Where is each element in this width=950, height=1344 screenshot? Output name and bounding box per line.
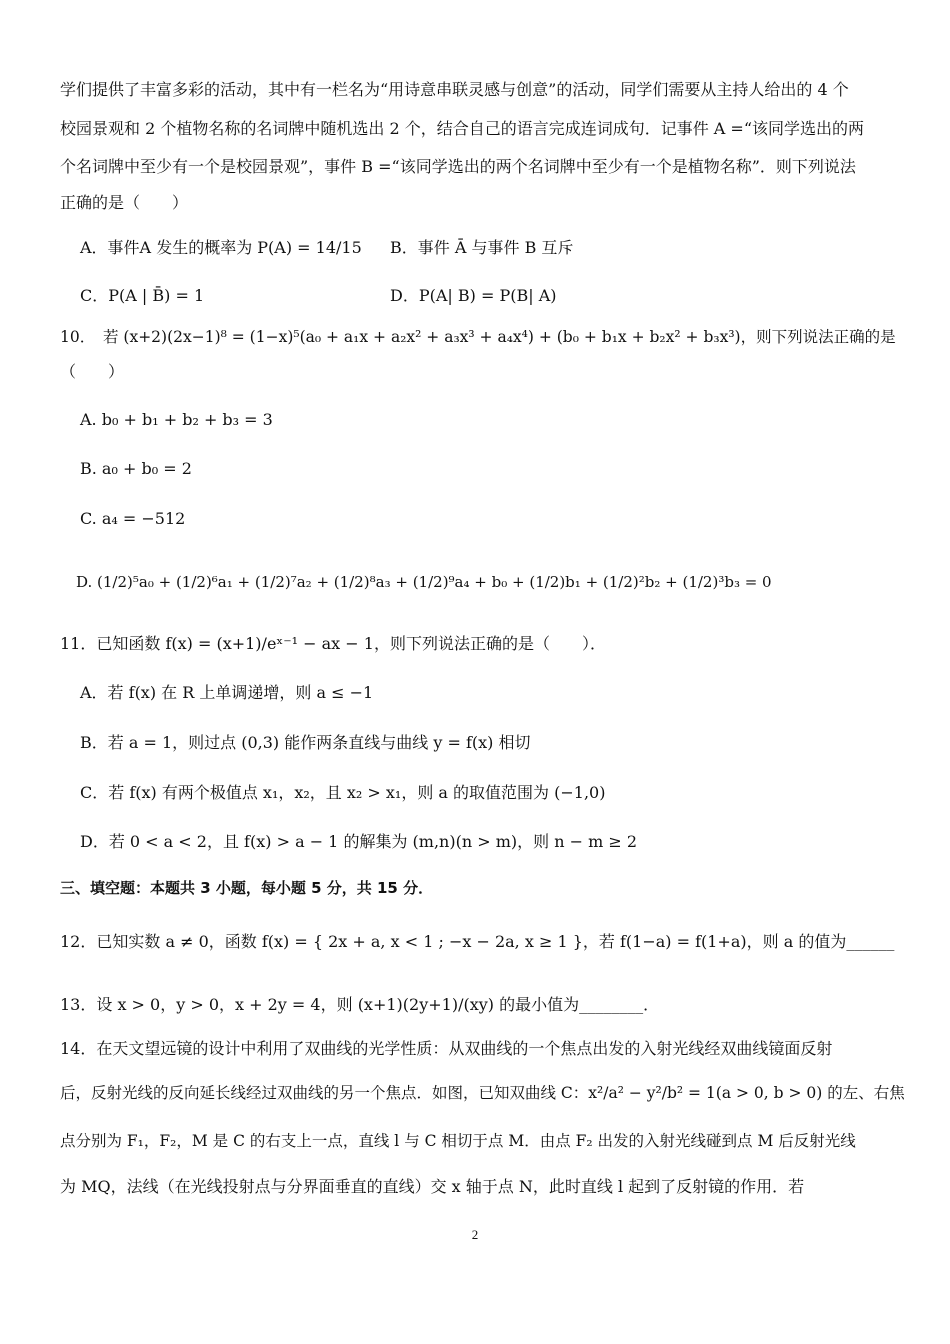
page-number: 2 — [471, 1227, 479, 1242]
q10-stem-bracket: （ ） — [60, 362, 125, 381]
q10-option-d: D. (1/2)⁵a₀ + (1/2)⁶a₁ + (1/2)⁷a₂ + (1/2)⁸a₃ + (1/2)⁹a₄ + b₀ + (1/2)b₁ + (1/2)²b₂ + (1/2)³b₃ = 0 — [76, 573, 772, 591]
q10-option-c: C. a₄ = −512 — [80, 509, 186, 528]
q14-line-4: 为 MQ，法线（在光线投射点与分界面垂直的直线）交 x 轴于点 N，此时直线 l 起到了反射镜的作用．若 — [60, 1177, 805, 1196]
q10-option-a: A. b₀ + b₁ + b₂ + b₃ = 3 — [80, 410, 273, 429]
q9-line-2: 校园景观和 2 个植物名称的名词牌中随机选出 2 个，结合自己的语言完成连词成句．记事件 A =“该同学选出的两 — [60, 119, 865, 138]
q11-stem: 11．已知函数 f(x) = (x+1)/eˣ⁻¹ − ax − 1，则下列说法正确的是（ ）． — [60, 634, 606, 653]
q10-option-b: B. a₀ + b₀ = 2 — [80, 459, 192, 478]
q13: 13．设 x > 0，y > 0，x + 2y = 4，则 (x+1)(2y+1)/(xy) 的最小值为________． — [60, 995, 660, 1014]
q11-option-b: B．若 a = 1，则过点 (0,3) 能作两条直线与曲线 y = f(x) 相切 — [80, 733, 531, 752]
q9-line-1: 学们提供了丰富多彩的活动，其中有一栏名为“用诗意串联灵感与创意”的活动，同学们需要从主持人给出的 4 个 — [60, 80, 849, 99]
q9-line-3: 个名词牌中至少有一个是校园景观”，事件 B =“该同学选出的两个名词牌中至少有一个是植物名称”．则下列说法 — [60, 157, 856, 176]
q11-option-d: D．若 0 < a < 2，且 f(x) > a − 1 的解集为 (m,n)(n > m)，则 n − m ≥ 2 — [80, 832, 638, 851]
section-3-heading: 三、填空题：本题共 3 小题，每小题 5 分，共 15 分． — [60, 879, 434, 897]
q9-option-d: D．P(A| B) = P(B| A) — [390, 286, 557, 305]
q10-stem: 10． 若 (x+2)(2x−1)⁸ = (1−x)⁵(a₀ + a₁x + a₂x² + a₃x³ + a₄x⁴) + (b₀ + b₁x + b₂x² + b₃x³)，则下列说法正确的是 — [60, 328, 896, 346]
q9-option-b: B．事件 Ā 与事件 B 互斥 — [390, 238, 574, 257]
q12: 12．已知实数 a ≠ 0，函数 f(x) = { 2x + a, x < 1 ; −x − 2a, x ≥ 1 }，若 f(1−a) = f(1+a)，则 a 的值为______ — [60, 932, 895, 951]
q11-option-c: C．若 f(x) 有两个极值点 x₁，x₂，且 x₂ > x₁，则 a 的取值范围为 (−1,0) — [80, 783, 606, 802]
q9-option-c: C．P(A | B̄) = 1 — [80, 286, 205, 305]
q9-line-4: 正确的是（ ） — [60, 193, 189, 212]
q14-line-3: 点分别为 F₁，F₂，M 是 C 的右支上一点，直线 l 与 C 相切于点 M．由点 F₂ 出发的入射光线碰到点 M 后反射光线 — [60, 1132, 856, 1150]
q14-line-1: 14．在天文望远镜的设计中利用了双曲线的光学性质：从双曲线的一个焦点出发的入射光线经双曲线镜面反射 — [60, 1039, 833, 1058]
q14-line-2: 后，反射光线的反向延长线经过双曲线的另一个焦点．如图，已知双曲线 C：x²/a² − y²/b² = 1(a > 0, b > 0) 的左、右焦 — [60, 1084, 905, 1102]
q9-option-a: A．事件A 发生的概率为 P(A) = 14/15 — [80, 238, 362, 257]
q11-option-a: A．若 f(x) 在 R 上单调递增，则 a ≤ −1 — [80, 683, 374, 702]
